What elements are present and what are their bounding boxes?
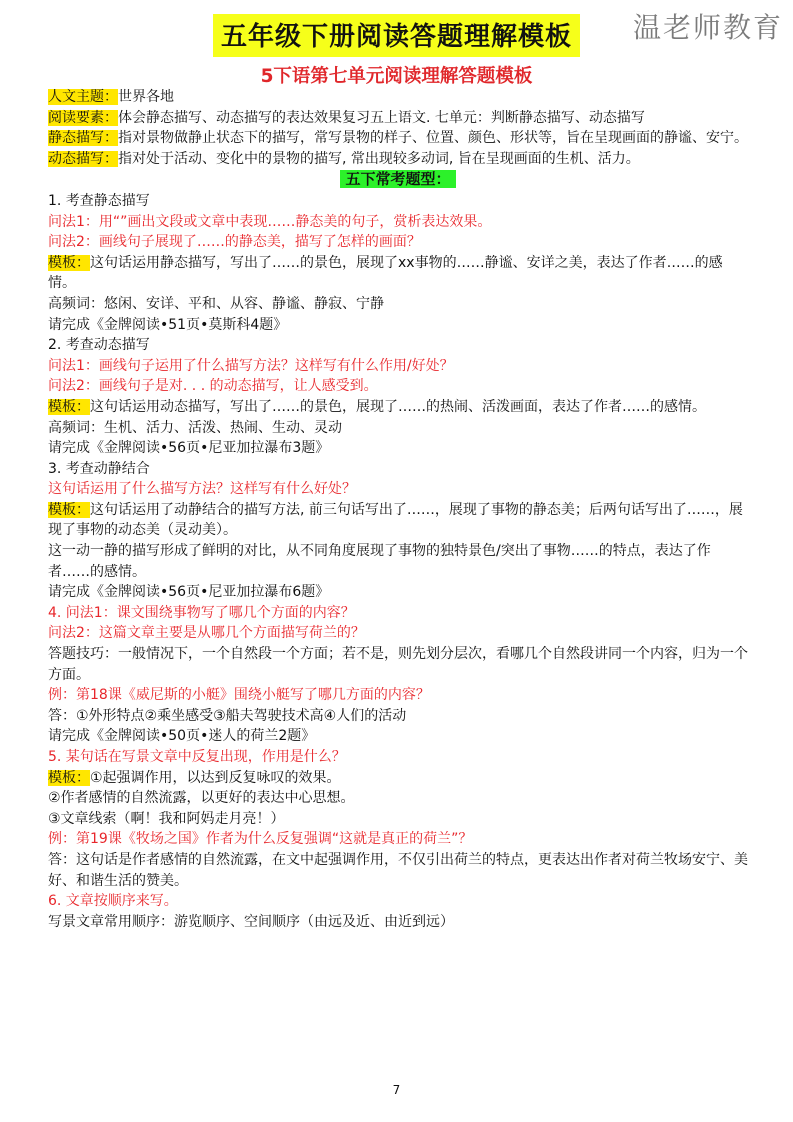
element-label: 阅读要素： bbox=[48, 109, 118, 126]
theme-text: 世界各地 bbox=[118, 89, 174, 105]
section-title-line bbox=[48, 169, 748, 191]
section-title: 五下常考题型： bbox=[340, 170, 455, 188]
s5-template-label: 模板： bbox=[48, 769, 90, 786]
s4-question-2: 问法2：这篇文章主要是从哪几个方面描写荷兰的？ bbox=[48, 625, 365, 642]
s3-template-text: 这句话运用了动静结合的描写方法, 前三句话写出了……，展现了事物的静态美；后两句话写出了……，展现了事物的动态美（灵动美）。 bbox=[48, 501, 743, 539]
s3-practice: 请完成《金牌阅读•56页•尼亚加拉瀑布6题》 bbox=[48, 584, 330, 601]
s1-question-2: 问法2：画线句子展现了……的静态美，描写了怎样的画面？ bbox=[48, 234, 421, 251]
dynamic-text: 指对处于活动、变化中的景物的描写, 常出现较多动词, 旨在呈现画面的生机、活力。 bbox=[118, 150, 640, 167]
s1-practice: 请完成《金牌阅读•51页•莫斯科4题》 bbox=[48, 316, 288, 333]
static-line bbox=[48, 128, 748, 149]
s5-item-2: ②作者感情的自然流露，以更好的表达中心思想。 bbox=[48, 790, 355, 807]
theme-label: 人文主题： bbox=[48, 89, 118, 105]
s5-item-3: ③文章线索（啊！我和阿妈走月亮！） bbox=[48, 810, 285, 827]
s5-template-text: ①起强调作用，以达到反复咏叹的效果。 bbox=[90, 769, 341, 786]
content bbox=[48, 87, 748, 932]
s5-answer: 答：这句话是作者感情的自然流露，在文中起强调作用，不仅引出荷兰的特点，更表达出作者对荷兰牧场安宁、美好、和谐生活的赞美。 bbox=[48, 851, 748, 889]
s2-words: 高频词：生机、活力、活泼、热闹、生动、灵动 bbox=[48, 419, 342, 436]
page-subtitle: 5下语第七单元阅读理解答题模板 bbox=[260, 66, 533, 87]
s1-template-label: 模板： bbox=[48, 254, 90, 271]
s6-text: 写景文章常用顺序：游览顺序、空间顺序（由远及近、由近到远） bbox=[48, 913, 454, 930]
s2-practice: 请完成《金牌阅读•56页•尼亚加拉瀑布3题》 bbox=[48, 440, 330, 457]
theme-line bbox=[48, 87, 748, 108]
s5-template bbox=[48, 768, 748, 789]
s2-template-label: 模板： bbox=[48, 398, 90, 415]
s4-practice: 请完成《金牌阅读•50页•迷人的荷兰2题》 bbox=[48, 728, 316, 745]
dynamic-label: 动态描写： bbox=[48, 150, 118, 167]
s1-question-1: 问法1：用“”画出文段或文章中表现……静态美的句子，赏析表达效果。 bbox=[48, 213, 492, 230]
watermark: 温老师教育 bbox=[632, 11, 783, 44]
s6-heading: 6. 文章按顺序来写。 bbox=[48, 893, 178, 910]
s4-answer: 答：①外形特点②乘坐感受③船夫驾驶技术高④人们的活动 bbox=[48, 707, 407, 724]
s3-template bbox=[48, 500, 748, 541]
s4-example: 例：第18课《威尼斯的小艇》围绕小艇写了哪几方面的内容？ bbox=[48, 687, 430, 704]
s2-question-1: 问法1：画线句子运用了什么描写方法？这样写有什么作用/好处？ bbox=[48, 357, 454, 374]
static-text: 指对景物做静止状态下的描写，常写景物的样子、位置、颜色、形状等，旨在呈现画面的静谧、安宁。 bbox=[118, 130, 748, 147]
s5-example: 例：第19课《牧场之国》作者为什么反复强调“这就是真正的荷兰”？ bbox=[48, 831, 473, 848]
s2-heading: 2. 考查动态描写 bbox=[48, 337, 150, 354]
s1-heading: 1. 考查静态描写 bbox=[48, 192, 150, 209]
title-wrap bbox=[0, 14, 793, 57]
s3-heading: 3. 考查动静结合 bbox=[48, 460, 150, 477]
element-line bbox=[48, 108, 748, 129]
s2-template bbox=[48, 397, 748, 418]
s2-question-2: 问法2：画线句子是对. . . 的动态描写，让人感受到。 bbox=[48, 378, 378, 395]
s1-template bbox=[48, 253, 748, 294]
s3-question: 这句话运用了什么描写方法？这样写有什么好处？ bbox=[48, 481, 356, 498]
s1-template-text: 这句话运用静态描写，写出了……的景色，展现了xx事物的……静谧、安详之美，表达了作者……的感情。 bbox=[48, 254, 723, 292]
s4-tip: 答题技巧：一般情况下，一个自然段一个方面；若不是，则先划分层次，看哪几个自然段讲同一个内容，归为一个方面。 bbox=[48, 646, 748, 683]
static-label: 静态描写： bbox=[48, 130, 118, 147]
s4-question-1: 4. 问法1：课文围绕事物写了哪几个方面的内容？ bbox=[48, 604, 355, 621]
s1-words: 高频词：悠闲、安详、平和、从容、静谧、静寂、宁静 bbox=[48, 295, 384, 312]
s2-template-text: 这句话运用动态描写，写出了……的景色，展现了……的热闹、活泼画面，表达了作者……的感情。 bbox=[90, 398, 706, 415]
element-text: 体会静态描写、动态描写的表达效果复习五上语文. 七单元：判断静态描写、动态描写 bbox=[118, 109, 645, 126]
page-title: 五年级下册阅读答题理解模板 bbox=[213, 14, 580, 57]
dynamic-line bbox=[48, 149, 748, 170]
s3-extra: 这一动一静的描写形成了鲜明的对比，从不同角度展现了事物的独特景色/突出了事物……的特点，表达了作者……的感情。 bbox=[48, 543, 711, 580]
s5-heading: 5. 某句话在写景文章中反复出现，作用是什么？ bbox=[48, 749, 346, 765]
s3-template-label: 模板： bbox=[48, 501, 90, 518]
page-number: 7 bbox=[392, 1083, 401, 1097]
